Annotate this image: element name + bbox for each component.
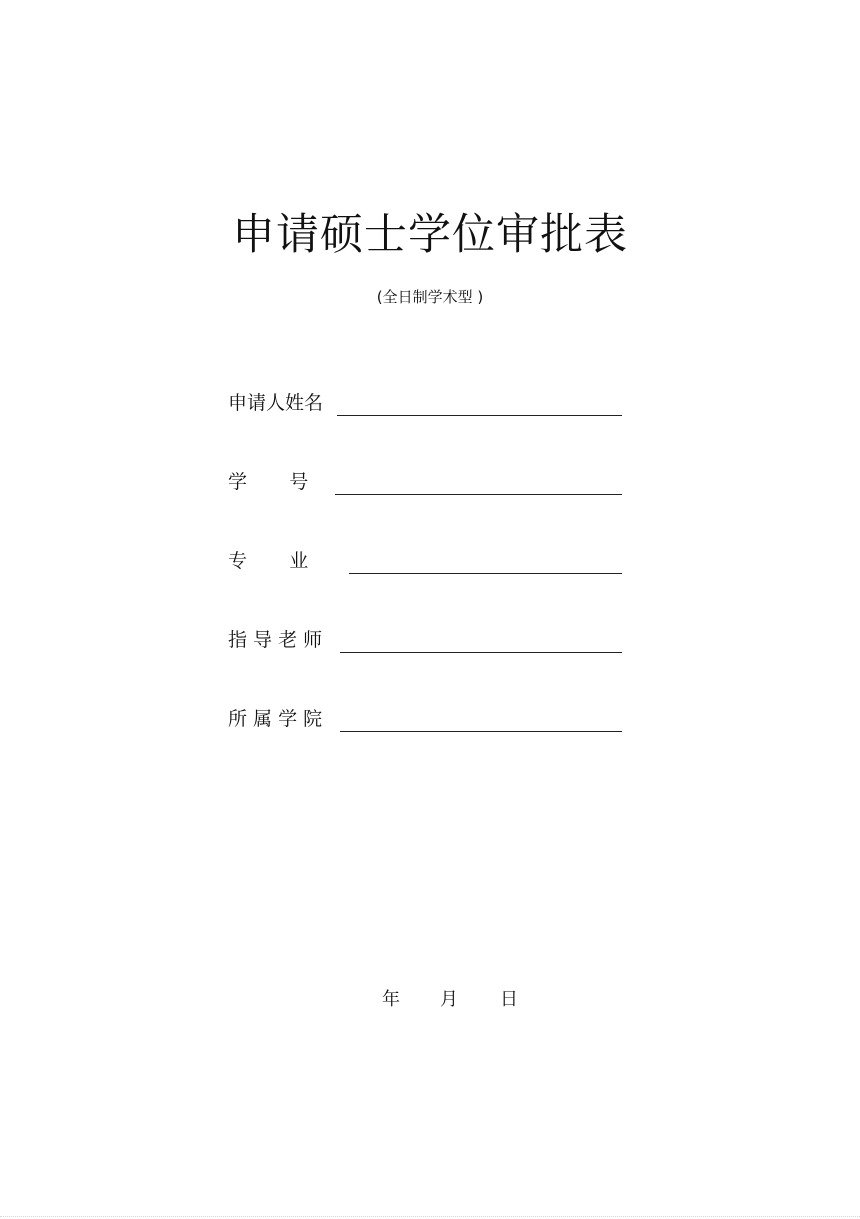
date-day: 日: [500, 989, 518, 1010]
form-title: 申请硕士学位审批表: [232, 210, 628, 260]
field-label-advisor: 指 导 老 师: [228, 629, 323, 651]
field-label-applicant-name: 申请人姓名: [228, 392, 324, 414]
college-blank[interactable]: [340, 731, 622, 732]
advisor-blank[interactable]: [340, 652, 622, 653]
field-applicant-name: [228, 386, 622, 416]
field-advisor: [228, 623, 622, 653]
field-college: [228, 702, 622, 732]
field-major: [228, 544, 622, 574]
field-label-college: 所 属 学 院: [228, 708, 323, 730]
major-blank[interactable]: [349, 573, 622, 574]
field-student-id: [228, 465, 622, 495]
student-id-blank[interactable]: [335, 494, 622, 495]
field-label-major: 专 业: [228, 550, 309, 572]
date-row: [0, 987, 860, 1013]
applicant-name-blank[interactable]: [337, 415, 622, 416]
date-month: 月: [440, 989, 458, 1010]
page-bottom-divider: [0, 1216, 860, 1217]
form-subtitle: (全日制学术型 ): [376, 288, 484, 306]
field-label-student-id: 学 号: [228, 471, 309, 493]
date-year: 年: [382, 989, 400, 1010]
